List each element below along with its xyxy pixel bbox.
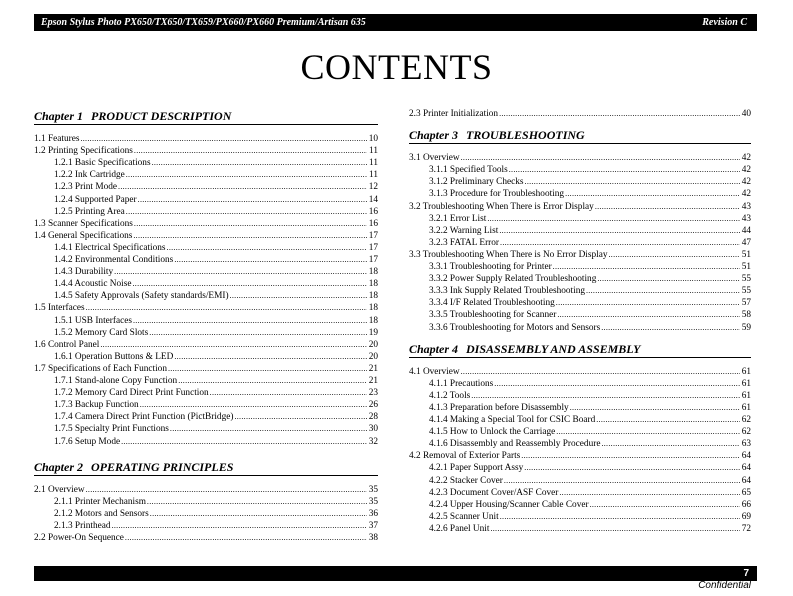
toc-entry[interactable]: [429, 225, 751, 237]
dot-leader: [521, 450, 740, 462]
dot-leader: [556, 426, 740, 438]
toc-entry[interactable]: [429, 164, 751, 176]
toc-entry-title: 1.7.6 Setup Mode: [54, 436, 121, 447]
toc-entry-page: 18: [368, 315, 378, 326]
toc-entry-page: 66: [741, 499, 751, 510]
dot-leader: [557, 309, 740, 321]
toc-entry[interactable]: [429, 462, 751, 474]
toc-entry-title: 3.2.2 Warning List: [429, 225, 499, 236]
dot-leader: [596, 414, 740, 426]
dot-leader: [524, 462, 740, 474]
toc-entry-page: 17: [368, 230, 378, 241]
toc-entry-page: 21: [368, 376, 378, 386]
toc-entry-title: 1.2.2 Ink Cartridge: [54, 170, 125, 181]
toc-entry[interactable]: [429, 309, 751, 321]
toc-entry-page: 57: [741, 298, 751, 309]
toc-entry-page: 61: [741, 402, 751, 413]
toc-entry-title: 1.6 Control Panel: [34, 339, 100, 350]
chapter-heading-chapter-3: [409, 128, 585, 142]
chapter-rule: [409, 357, 751, 358]
toc-entry-title: 4.1.5 How to Unlock the Carriage: [429, 427, 556, 438]
toc-entry[interactable]: [429, 511, 751, 523]
toc-entry-title: 1.7.3 Backup Function: [54, 400, 139, 411]
toc-entry-title: 4.1.2 Tools: [429, 390, 471, 401]
toc-entry-title: 3.2.1 Error List: [429, 213, 487, 224]
toc-entry-title: 1.2.4 Supported Paper: [54, 194, 137, 205]
chapter-name: DISASSEMBLY AND ASSEMBLY: [466, 341, 641, 356]
toc-entry-page: 32: [368, 436, 378, 447]
dot-leader: [504, 475, 740, 487]
toc-entry[interactable]: [429, 176, 751, 188]
toc-entry-page: 42: [741, 177, 751, 188]
toc-entry-page: 16: [368, 218, 378, 229]
toc-entry-page: 62: [741, 427, 751, 438]
toc-entry-title: 3.1.2 Preliminary Checks: [429, 177, 524, 188]
chapter-heading-chapter-4: [409, 342, 641, 356]
dot-leader: [461, 152, 740, 164]
toc-entry-page: 38: [368, 533, 378, 543]
toc-entry-title: 4.2.6 Panel Unit: [429, 523, 490, 534]
toc-entry-title: 3.3.1 Troubleshooting for Printer: [429, 262, 552, 272]
toc-entry-page: 14: [368, 194, 378, 205]
chapter-name: TROUBLESHOOTING: [466, 128, 585, 143]
toc-entry[interactable]: [429, 390, 751, 402]
toc-entry-page: 40: [741, 109, 751, 119]
toc-entry-title: 1.5.2 Memory Card Slots: [54, 327, 149, 338]
dot-leader: [494, 378, 740, 390]
revision-label: Revision C: [702, 17, 747, 28]
toc-entry-title: 4.1.6 Disassembly and Reassembly Procedure: [429, 439, 601, 450]
confidential-label: Confidential: [698, 580, 751, 591]
toc-entry-title: 1.2.5 Printing Area: [54, 206, 125, 217]
toc-entry[interactable]: [409, 366, 751, 378]
toc-entry-page: 17: [368, 242, 378, 253]
chapter-number: Chapter 3: [409, 128, 459, 143]
dot-leader: [461, 366, 740, 378]
toc-entry-page: 11: [369, 158, 378, 169]
toc-entry-page: 11: [369, 146, 378, 157]
dot-leader: [595, 201, 740, 213]
dot-leader: [609, 249, 741, 261]
toc-entry-page: 64: [741, 451, 751, 462]
toc-entry-page: 18: [368, 303, 378, 314]
dot-leader: [500, 511, 740, 523]
toc-entry-title: 3.3.2 Power Supply Related Troubleshooting: [429, 274, 597, 285]
toc-entry-page: 17: [368, 255, 378, 265]
toc-entry-page: 64: [741, 463, 751, 474]
dot-leader: [487, 213, 740, 225]
toc-entry-title: 4.2.1 Paper Support Assy: [429, 463, 524, 474]
toc-entry-title: 1.5.1 USB Interfaces: [54, 315, 132, 326]
toc-entry-title: 3.1 Overview: [409, 153, 460, 164]
toc-entry-title: 1.1 Features: [34, 134, 80, 144]
toc-entry-page: 62: [741, 415, 751, 425]
toc-entry-title: 3.3.6 Troubleshooting for Motors and Sensors: [429, 322, 601, 333]
toc-entry-page: 55: [741, 286, 751, 297]
toc-entry-page: 16: [368, 206, 378, 217]
toc-entry-title: 2.3 Printer Initialization: [409, 109, 499, 119]
toc-entry-title: 1.6.1 Operation Buttons & LED: [54, 351, 174, 362]
toc-entry-page: 44: [741, 225, 751, 236]
toc-entry-page: 69: [741, 511, 751, 522]
toc-entry[interactable]: [409, 108, 751, 120]
toc-entry-page: 65: [741, 487, 751, 498]
footer-bar: [34, 566, 757, 581]
toc-entry[interactable]: [429, 378, 751, 390]
toc-entry[interactable]: [429, 322, 751, 334]
toc-entry-title: 1.4.5 Safety Approvals (Safety standards/EMI): [54, 291, 229, 302]
toc-entry-page: 35: [368, 484, 378, 495]
toc-entry-page: 63: [741, 439, 751, 450]
toc-entry[interactable]: [409, 450, 751, 462]
toc-entry-page: 61: [741, 378, 751, 389]
toc-entry-page: 21: [368, 363, 378, 374]
toc-entry-page: 12: [368, 182, 378, 193]
toc-entry[interactable]: [409, 249, 751, 261]
page-title: CONTENTS: [300, 47, 493, 87]
toc-entry-page: 59: [741, 322, 751, 333]
toc-entry-title: 1.7.5 Specialty Print Functions: [54, 424, 169, 435]
dot-leader: [553, 261, 740, 273]
toc-entry-title: 4.1.1 Precautions: [429, 378, 494, 389]
toc-entry-title: 1.7.4 Camera Direct Print Function (PictBridge): [54, 412, 234, 423]
toc-entry-page: 64: [741, 475, 751, 486]
page-number: 7: [743, 568, 749, 579]
toc-entry-title: 1.4.2 Environmental Conditions: [54, 255, 174, 265]
toc-entry[interactable]: [429, 426, 751, 438]
toc-entry-title: 3.3 Troubleshooting When There is No Error Display: [409, 249, 608, 260]
toc-entry-page: 20: [368, 339, 378, 350]
toc-entry-title: 1.4.1 Electrical Specifications: [54, 242, 166, 253]
toc-entry-title: 4.2.3 Document Cover/ASF Cover: [429, 487, 559, 498]
dot-leader: [590, 499, 740, 511]
dot-leader: [525, 176, 740, 188]
dot-leader: [565, 188, 740, 200]
toc-entry-title: 4.2.2 Stacker Cover: [429, 475, 503, 486]
dot-leader: [509, 164, 740, 176]
toc-entry-page: 11: [369, 170, 378, 181]
dot-leader: [471, 390, 740, 402]
toc-entry-title: 1.4.3 Durability: [54, 267, 114, 278]
chapter-rule: [409, 143, 751, 144]
toc-entry[interactable]: [429, 438, 751, 450]
toc-entry[interactable]: [429, 402, 751, 414]
toc-entry-title: 4.1.3 Preparation before Disassembly: [429, 402, 569, 413]
dot-leader: [499, 108, 740, 120]
toc-entry-page: 58: [741, 310, 751, 321]
toc-entry-page: 42: [741, 165, 751, 176]
toc-entry-page: 51: [741, 262, 751, 272]
toc-entry-title: 3.3.3 Ink Supply Related Troubleshooting: [429, 286, 585, 297]
toc-entry-title: 1.4 General Specifications: [34, 230, 133, 241]
toc-entry-title: 3.3.5 Troubleshooting for Scanner: [429, 310, 557, 321]
toc-entry-title: 3.1.1 Specified Tools: [429, 165, 508, 176]
toc-entry[interactable]: [429, 213, 751, 225]
dot-leader: [586, 285, 740, 297]
dot-leader: [597, 273, 740, 285]
toc-entry-page: 28: [368, 412, 378, 423]
toc-entry-title: 2.1.2 Motors and Sensors: [54, 508, 149, 519]
dot-leader: [499, 225, 740, 237]
dot-leader: [490, 523, 740, 535]
toc-entry-page: 37: [368, 520, 378, 531]
toc-entry-page: 36: [368, 508, 378, 519]
toc-entry[interactable]: [429, 487, 751, 499]
toc-entry[interactable]: [429, 475, 751, 487]
toc-entry-page: 61: [741, 366, 751, 377]
toc-entry-page: 23: [368, 388, 378, 399]
toc-entry-page: 43: [741, 213, 751, 224]
toc-entry-title: 4.2.4 Upper Housing/Scanner Cable Cover: [429, 499, 589, 510]
toc-entry[interactable]: [429, 414, 751, 426]
toc-entry-title: 4.1 Overview: [409, 366, 460, 377]
toc-entry[interactable]: [429, 237, 751, 249]
toc-entry[interactable]: [429, 261, 751, 273]
toc-entry-page: 72: [741, 523, 751, 534]
toc-entry-title: 3.2 Troubleshooting When There is Error Display: [409, 201, 594, 212]
toc-entry-page: 42: [741, 153, 751, 164]
toc-entry[interactable]: [429, 297, 751, 309]
toc-entry-page: 43: [741, 201, 751, 212]
toc-entry-title: 2.1.3 Printhead: [54, 520, 111, 531]
dot-leader: [556, 297, 740, 309]
toc-entry-title: 1.7.2 Memory Card Direct Print Function: [54, 388, 209, 399]
toc-entry-title: 3.2.3 FATAL Error: [429, 237, 500, 248]
toc-entry[interactable]: [409, 201, 751, 213]
toc-entry-title: 4.2 Removal of Exterior Parts: [409, 451, 521, 462]
toc-entry[interactable]: [409, 152, 751, 164]
toc-entry-title: 1.7 Specifications of Each Function: [34, 363, 167, 374]
dot-leader: [601, 438, 740, 450]
toc-entry[interactable]: [429, 273, 751, 285]
toc-entry-page: 51: [741, 249, 751, 260]
chapter-number: Chapter 4: [409, 341, 459, 356]
dot-leader: [570, 402, 740, 414]
toc-entry-page: 18: [368, 267, 378, 278]
chapter-name: PRODUCT DESCRIPTION: [91, 109, 232, 123]
toc-entry[interactable]: [429, 499, 751, 511]
dot-leader: [601, 322, 740, 334]
toc-entry-page: 18: [368, 291, 378, 302]
toc-entry-title: 3.1.3 Procedure for Troubleshooting: [429, 189, 565, 200]
dot-leader: [559, 487, 740, 499]
toc-entry-page: 30: [368, 424, 378, 435]
chapter-number: Chapter 1: [34, 109, 84, 123]
dot-leader: [500, 237, 740, 249]
toc-entry-title: 1.3 Scanner Specifications: [34, 218, 133, 229]
toc-entry[interactable]: [429, 285, 751, 297]
toc-entry-page: 10: [368, 134, 378, 144]
toc-entry-page: 18: [368, 279, 378, 290]
toc-entry-title: 1.4.4 Acoustic Noise: [54, 279, 132, 290]
toc-entry-title: 1.2 Printing Specifications: [34, 146, 133, 157]
toc-entry-title: 1.2.1 Basic Specifications: [54, 158, 151, 169]
toc-entry-title: 1.5 Interfaces: [34, 303, 85, 314]
document-title: Epson Stylus Photo PX650/TX650/TX659/PX660/PX660 Premium/Artisan 635: [41, 17, 366, 28]
toc-entry-title: 1.2.3 Print Mode: [54, 182, 118, 193]
toc-entry-page: 19: [368, 327, 378, 338]
toc-entry-page: 47: [741, 237, 751, 248]
toc-entry-title: 4.2.5 Scanner Unit: [429, 511, 499, 522]
toc-entry-title: 2.1.1 Printer Mechanism: [54, 496, 146, 507]
toc-entry-page: 61: [741, 390, 751, 401]
toc-entry-page: 20: [368, 351, 378, 362]
chapter-name: OPERATING PRINCIPLES: [91, 459, 234, 474]
toc-entry-title: 1.7.1 Stand-alone Copy Function: [54, 376, 178, 386]
toc-entry[interactable]: [429, 188, 751, 200]
toc-entry-page: 35: [368, 496, 378, 507]
toc-entry-page: 55: [741, 274, 751, 285]
toc-entry-title: 4.1.4 Making a Special Tool for CSIC Board: [429, 415, 596, 425]
toc-entry-title: 2.2 Power-On Sequence: [34, 533, 124, 543]
toc-entry-title: 2.1 Overview: [34, 484, 85, 495]
chapter-number: Chapter 2: [34, 459, 84, 474]
toc-entry-page: 26: [368, 400, 378, 411]
toc-entry[interactable]: [429, 523, 751, 535]
toc-entry-title: 3.3.4 I/F Related Troubleshooting: [429, 298, 555, 309]
toc-entry-page: 42: [741, 189, 751, 200]
